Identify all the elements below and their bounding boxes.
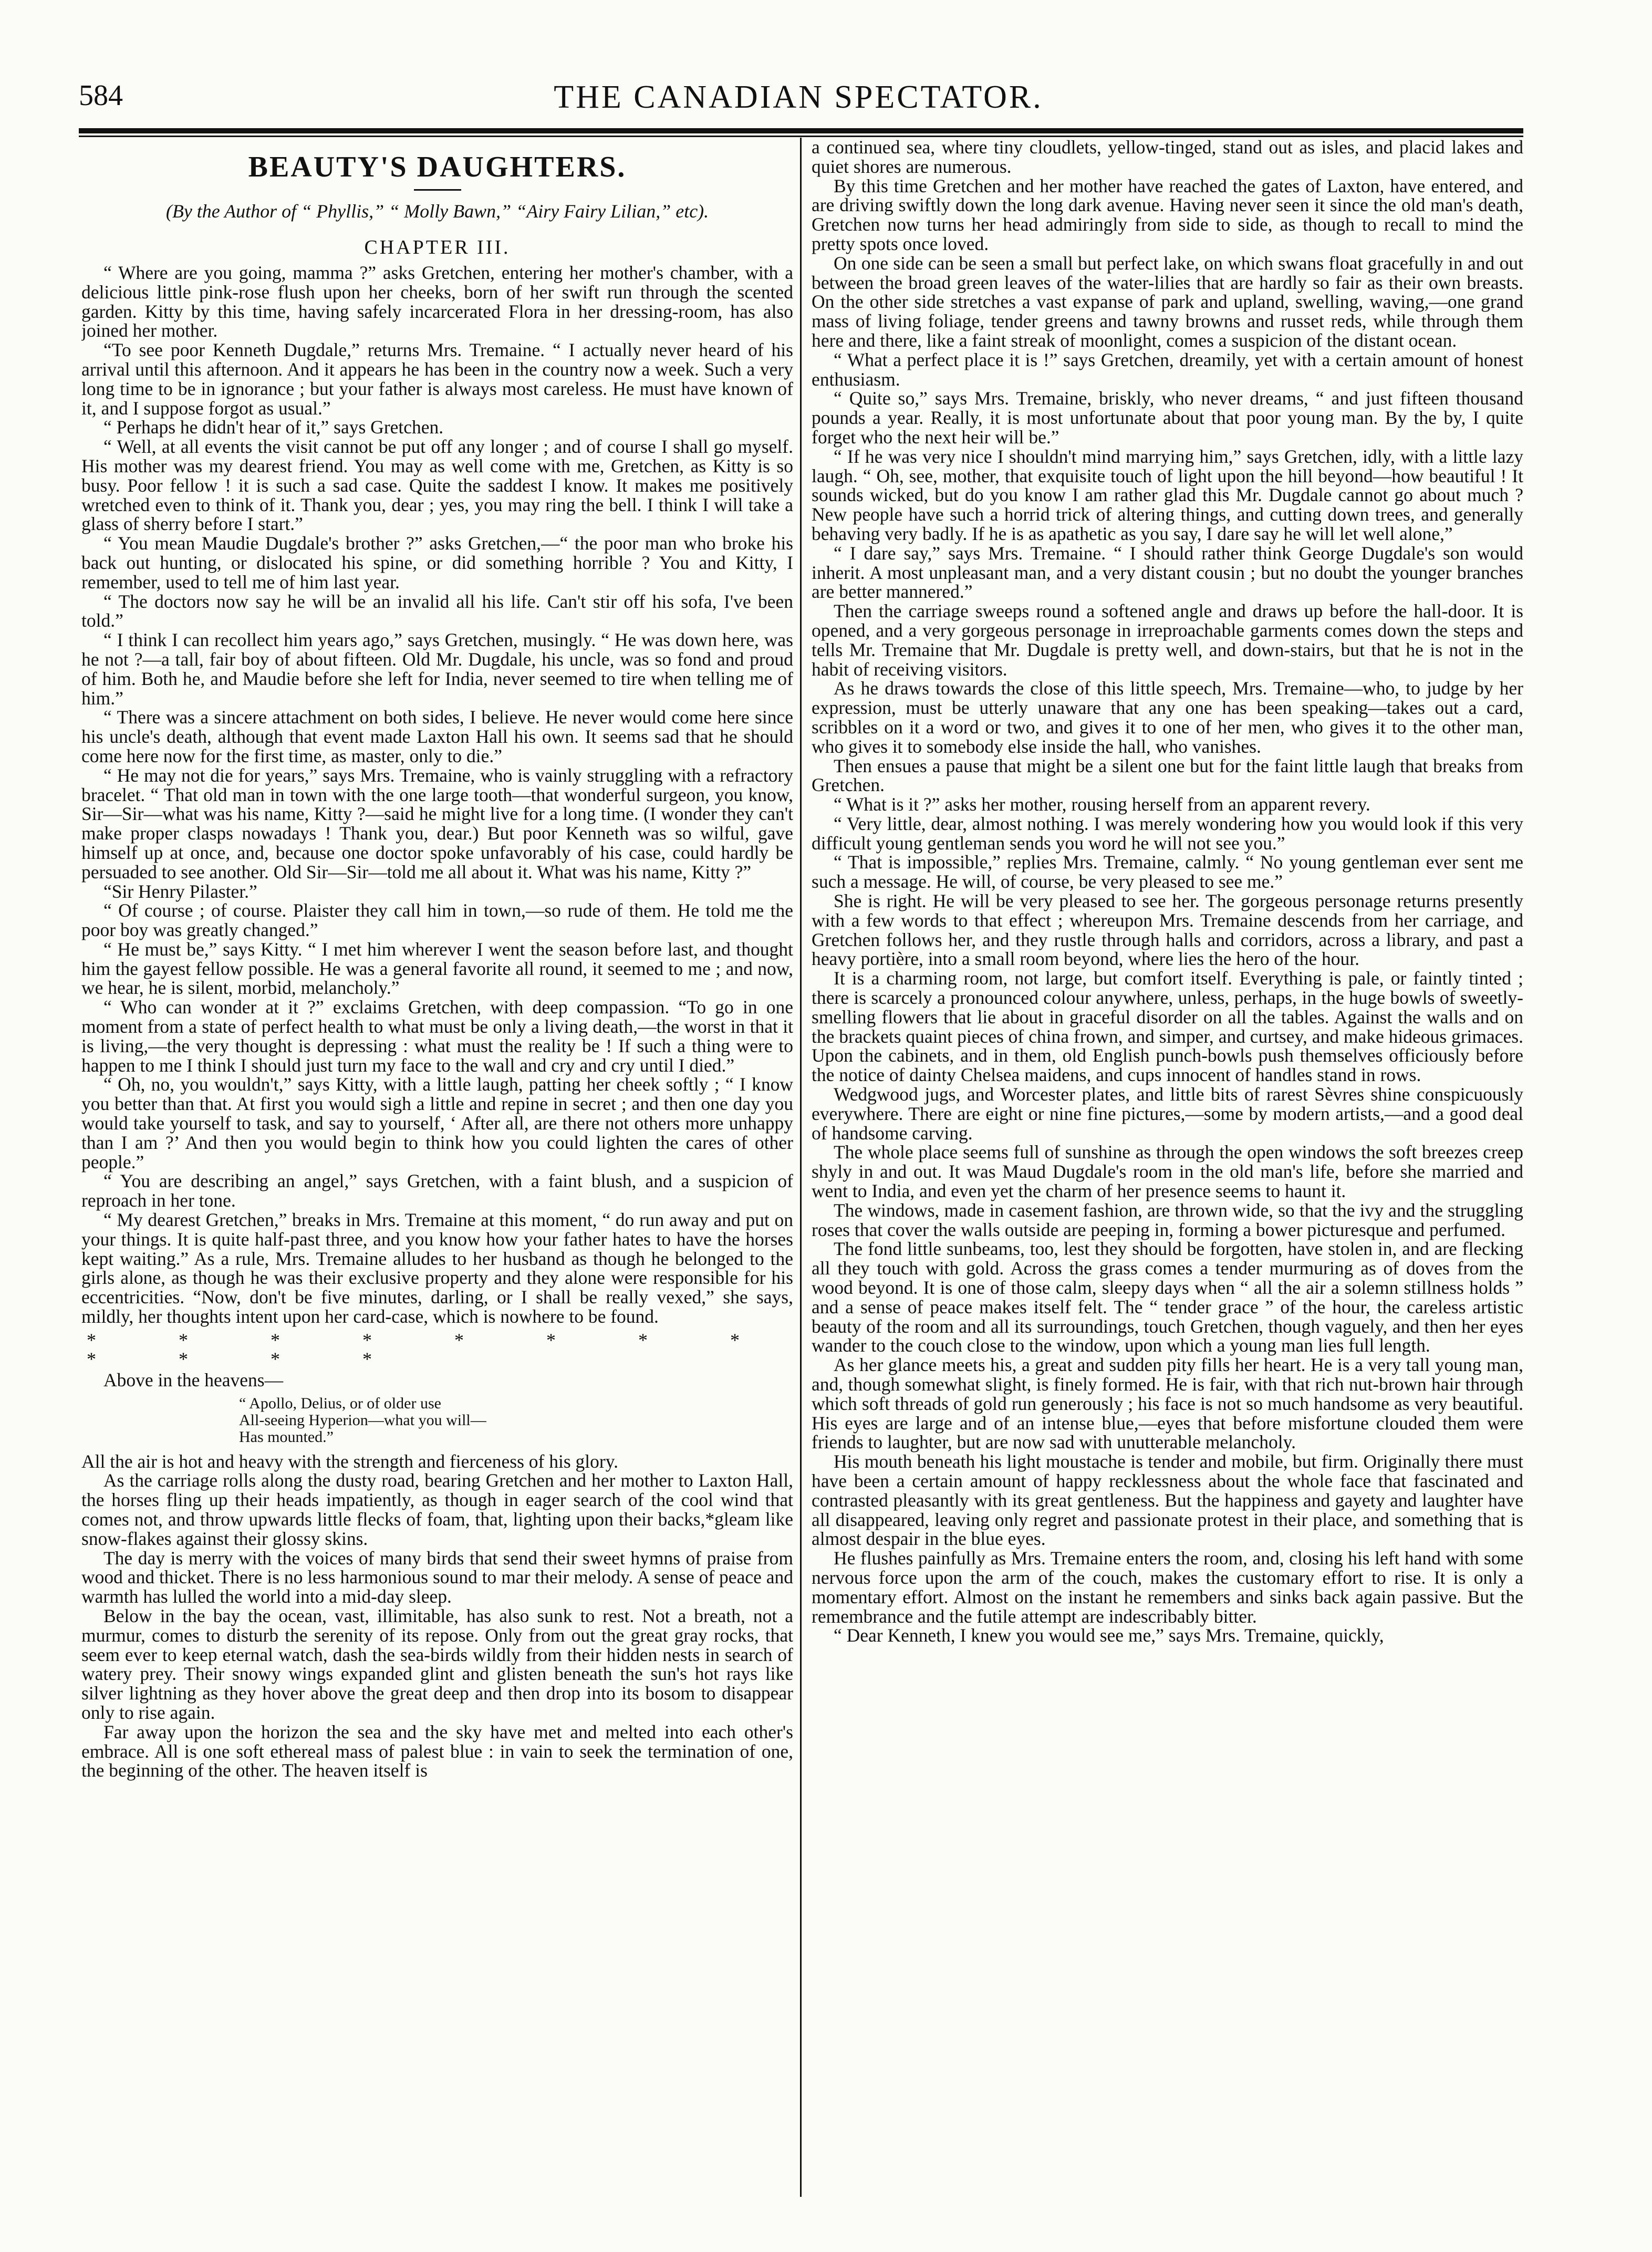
paragraph: The day is merry with the voices of many birds that send their sweet hymns of praise from wood and thicket. There is no less harmonious sound to mar their melody. A sense of peace and warmth has lulled the world into a mid-day sleep.	[81, 1547, 793, 1607]
column-divider	[800, 138, 802, 2197]
paragraph: “To see poor Kenneth Dugdale,” returns Mrs. Tremaine. “ I actually never heard of his arrival until this afternoon. And it appears he has been in the country now a week. Such a very long time to be in ignorance ; but your father is always most careless. He must have known of it, and I suppose forgot as usual.”	[81, 339, 793, 419]
paragraph: As her glance meets his, a great and sudden pity fills her heart. He is a very tall young man, and, though somewhat slight, is finely formed. He is fair, with that rich nut-brown hair through which soft threads of gold run generously ; his face is not so much handsome as very beautiful. His eyes are large and of an intense blue,—eyes that before misfortune clouded them were friends to laughter, but are now sad with unutterable melancholy.	[812, 1354, 1523, 1453]
paragraph: “ Oh, no, you wouldn't,” says Kitty, with a little laugh, patting her cheek softly ; “ I know you better than that. At first you would sigh a little and repine in secret ; and then one day you would take yourself to task, and say to yourself, ‘ After all, are there not others more unhappy than I am ?’ And then you would begin to think how you could lighten the cares of other people.”	[81, 1074, 793, 1172]
page-header	[79, 79, 1518, 126]
paragraph: “ Very little, dear, almost nothing. I was merely wondering how you would look if this very difficult young gentleman sends you word he will not see you.”	[812, 813, 1523, 854]
paragraph: “ The doctors now say he will be an invalid all his life. Can't stir off his sofa, I've been told.”	[81, 590, 793, 631]
paragraph: Then ensues a pause that might be a silent one but for the faint little laugh that breaks from Gretchen.	[812, 755, 1523, 796]
left-paragraphs-b	[81, 1452, 793, 1781]
paragraph: “ Quite so,” says Mrs. Tremaine, briskly, who never dreams, “ and just fifteen thousand pounds a year. Really, it is most unfortunate about that poor young man. By the by, I quite forget who the next heir will be.”	[812, 388, 1523, 448]
chapter-heading: CHAPTER III.	[364, 236, 511, 258]
paragraph: “ Perhaps he didn't hear of it,” says Gretchen.	[103, 417, 444, 438]
paragraph: By this time Gretchen and her mother have reached the gates of Laxton, have entered, and are driving swiftly down the long dark avenue. Having never seen it since the old man's death, Gretchen now turns her head admiringly from side to side, as though to recall to mind the pretty spots once loved.	[812, 175, 1523, 254]
paragraph: “ Where are you going, mamma ?” asks Gretchen, entering her mother's chamber, with a delicious little pink-rose flush upon her cheeks, born of her swift run through the scented garden. Kitty by this time, having safely incarcerated Flora in her dressing-room, has also joined her mother.	[81, 262, 793, 341]
paragraph: He flushes painfully as Mrs. Tremaine enters the room, and, closing his left hand with some nervous force upon the arm of the couch, makes the customary effort to rise. It is only a momentary effort. Almost on the instant he remembers and sinks back again passive. But the remembrance and the futile attempt are indescribably bitter.	[812, 1548, 1523, 1627]
paragraph: Then the carriage sweeps round a softened angle and draws up before the hall-door. It is opened, and a very gorgeous personage in irreproachable garments comes down the steps and tells Mr. Tremaine that Mr. Dugdale is pretty well, and down-stairs, but that he is not in the habit of receiving visitors.	[812, 600, 1523, 680]
verse-line: Has mounted.”	[239, 1428, 334, 1446]
paragraph: “ Dear Kenneth, I knew you would see me,” says Mrs. Tremaine, quickly,	[834, 1625, 1384, 1646]
paragraph: She is right. He will be very pleased to see her. The gorgeous personage returns presently with a few words to that effect ; whereupon Mrs. Tremaine descends from her carriage, and Gretchen follows her, and they rustle through halls and corridors, across a library, and past a heavy portière, into a small room beyond, where lies the hero of the hour.	[812, 890, 1523, 970]
right-paragraphs	[812, 138, 1523, 1645]
paragraph: “ He may not die for years,” says Mrs. Tremaine, who is vainly struggling with a refractory bracelet. “ That old man in town with the one large tooth—that wonderful surgeon, you know, Sir—Sir—what was his name, Kitty ?—said he might live for a long time. (I wonder they can't make proper clasps nowadays ! Thank you, dear.) But poor Kenneth was so wilful, gave himself up at once, and, because one doctor spoke unfavorably of his case, could hardly be persuaded to see another. Old Sir—Sir—told me all about it. What was his name, Kitty ?”	[81, 764, 793, 883]
paragraph: “ That is impossible,” replies Mrs. Tremaine, calmly. “ No young gentleman ever sent me such a message. He will, of course, be very pleased to see me.”	[812, 852, 1523, 893]
verse-line: “ Apollo, Delius, or of older use	[239, 1394, 441, 1412]
paragraph: The windows, made in casement fashion, are thrown wide, so that the ivy and the struggling roses that cover the walls outside are peeping in, forming a bower picturesque and perfumed.	[812, 1199, 1523, 1240]
paragraph: As he draws towards the close of this little speech, Mrs. Tremaine—who, to judge by her expression, must be utterly unaware that any one has been speaking—takes out a card, scribbles on it a word or two, and gives it to one of her men, who gives it to the other man, who gives it to somebody else inside the hall, who vanishes.	[812, 678, 1523, 757]
paragraph: “ Who can wonder at it ?” exclaims Gretchen, with deep compassion. “To go in one moment from a state of perfect health to what must be only a living death,—the worst in that it is living,—the very thought is depressing : what must the reality be ! If such a thing were to happen to me I think I should just turn my face to the wall and cry and cry until I died.”	[81, 997, 793, 1076]
paragraph: As the carriage rolls along the dusty road, bearing Gretchen and her mother to Laxton Hall, the horses fling up their heads impatiently, as though in eager search of the cool wind that comes not, and throw upwards little flecks of foam, that, lighting upon their backs,*gleam like snow-flakes against their glossy skins.	[81, 1470, 793, 1549]
paragraph: “ I dare say,” says Mrs. Tremaine. “ I should rather think George Dugdale's son would inherit. A most unpleasant man, and a very distant cousin ; but no doubt the younger branches are better mannered.”	[812, 542, 1523, 603]
masthead: THE CANADIAN SPECTATOR.	[554, 79, 1043, 115]
paragraph: “ You mean Maudie Dugdale's brother ?” asks Gretchen,—“ the poor man who broke his back out hunting, or dislocated his spine, or did something horrible ? You and Kitty, I remember, used to tell me of him last year.	[81, 533, 793, 593]
paragraph: The fond little sunbeams, too, lest they should be forgotten, have stolen in, and are flecking all they touch with gold. Across the grass comes a tender murmuring as of doves from the wood beyond. It is one of those calm, sleepy days when “ all the air a solemn stillness holds ” and a sense of peace makes itself felt. The “ tender grace ” of the hour, the careless artistic beauty of the room and all its surroundings, touch Gretchen, though vaguely, and then her eyes wander to the couch close to the window, upon which a young man lies full length.	[812, 1238, 1523, 1356]
verse-quote	[239, 1395, 793, 1446]
header-rule-thick	[79, 128, 1523, 133]
article-byline: (By the Author of “ Phyllis,” “ Molly Bawn,” “Airy Fairy Lilian,” etc).	[165, 201, 709, 222]
paragraph: “ He must be,” says Kitty. “ I met him wherever I went the season before last, and thought him the gayest fellow possible. He was a general favorite all round, it seemed to me ; and now, we hear, he is silent, morbid, melancholy.”	[81, 938, 793, 999]
paragraph: “ I think I can recollect him years ago,” says Gretchen, musingly. “ He was down here, was he not ?—a tall, fair boy of about fifteen. Old Mr. Dugdale, his uncle, was so fond and proud of him. Both he, and Maudie before she left for India, never seemed to tire when telling me of him.”	[81, 629, 793, 709]
heavens-intro: Above in the heavens—	[103, 1369, 284, 1390]
header-rule-thin	[79, 136, 1523, 137]
verse-line: All-seeing Hyperion—what you will—	[239, 1411, 486, 1429]
page-number: 584	[79, 79, 123, 112]
paragraph: “ Well, at all events the visit cannot be put off any longer ; and of course I shall go myself. His mother was my dearest friend. You may as well come with me, Gretchen, as Kitty is so busy. Poor fellow ! it is such a sad case. Quite the saddest I know. It makes me positively wretched even to think of it. Thank you, dear ; yes, you may ring the bell. I think I will take a glass of sherry before I start.”	[81, 436, 793, 535]
paragraph: “ You are describing an angel,” says Gretchen, with a faint blush, and a suspicion of reproach in her tone.	[81, 1170, 793, 1211]
paragraph: a continued sea, where tiny cloudlets, yellow-tinged, stand out as isles, and placid lakes and quiet shores are numerous.	[812, 138, 1523, 177]
article-title: BEAUTY'S DAUGHTERS.	[248, 151, 627, 183]
paragraph: The whole place seems full of sunshine as through the open windows the soft breezes creep shyly in and out. It was Maud Dugdale's room in the old man's life, before she married and went to India, and even yet the charm of her presence seems to haunt it.	[812, 1141, 1523, 1202]
paragraph: All the air is hot and heavy with the strength and fierceness of his glory.	[81, 1450, 619, 1472]
right-column	[812, 138, 1523, 2197]
paragraph: “ Of course ; of course. Plaister they call him in town,—so rude of them. He told me the poor boy was greatly changed.”	[81, 900, 793, 941]
paragraph: Below in the bay the ocean, vast, illimitable, has also sunk to rest. Not a breath, not a murmur, comes to disturb the serenity of its repose. Only from out the great gray rocks, that seem ever to keep eternal watch, dash the sea-birds wildly from their hidden nests in search of watery prey. Their snowy wings expanded glint and glisten beneath the sun's hot rays like silver lightning as they hover above the great deep and then drop into its bosom to disappear only to rise again.	[81, 1605, 793, 1723]
paragraph: Far away upon the horizon the sea and the sky have met and melted into each other's embrace. All is one soft ethereal mass of palest blue : in vain to seek the termination of one, the beginning of the other. The heaven itself is	[81, 1721, 793, 1781]
paragraph: “ There was a sincere attachment on both sides, I believe. He never would come here since his uncle's death, although that event made Laxton Hall his own. It seems sad that he should come here now for the first time, as master, only to die.”	[81, 707, 793, 766]
paragraph: “ My dearest Gretchen,” breaks in Mrs. Tremaine at this moment, “ do run away and put on your things. It is quite half-past three, and you know how your father hates to have the horses kept waiting.” As a rule, Mrs. Tremaine alludes to her husband as though he belonged to the girls alone, as though he was their exclusive property and they alone were responsible for his eccentricities. “Now, don't be five minutes, darling, or I shall be really vexed,” she says, mildly, her thoughts intent upon her card-case, which is nowhere to be found.	[81, 1209, 793, 1327]
paragraph: His mouth beneath his light moustache is tender and mobile, but firm. Originally there must have been a certain amount of happy recklessness about the whole face that fascinated and contrasted pleasantly with its great gentleness. But the happiness and gayety and laughter have all disappeared, leaving only regret and passionate protest in their place, and something that is almost despair in the blue eyes.	[812, 1451, 1523, 1550]
paragraph: “ What is it ?” asks her mother, rousing herself from an apparent revery.	[834, 794, 1370, 815]
left-column	[81, 138, 793, 2197]
section-break-stars: * * * * * * * * * * * *	[87, 1329, 778, 1369]
paragraph: On one side can be seen a small but perfect lake, on which swans float gracefully in and out between the broad green leaves of the water-lilies that are hardly so fair as their own breasts. On the other side stretches a vast expanse of park and upland, swelling, waving,—one grand mass of living foliage, tender greens and tawny browns and russet reds, while through them here and there, like a faint streak of moonlight, comes a suspicion of the distant ocean.	[812, 252, 1523, 351]
title-rule	[414, 189, 461, 191]
paragraph: “ If he was very nice I shouldn't mind marrying him,” says Gretchen, idly, with a little lazy laugh. “ Oh, see, mother, that exquisite touch of light upon the hill beyond—how beautiful ! It sounds wicked, but do you know I am rather glad this Mr. Dugdale cannot go about much ? New people have such a horrid trick of altering things, and cutting down trees, and generally behaving very badly. If he is as apathetic as you say, I dare say he will let well alone,”	[812, 445, 1523, 544]
paragraph: Wedgwood jugs, and Worcester plates, and little bits of rarest Sèvres shine conspicuously everywhere. There are eight or nine fine pictures,—some by modern artists,—and a good deal of handsome carving.	[812, 1084, 1523, 1144]
left-paragraphs-a	[81, 263, 793, 1326]
paragraph: It is a charming room, not large, but comfort itself. Everything is pale, or faintly tinted ; there is scarcely a pronounced colour anywhere, unless, perhaps, in the huge bowls of sweetly-smelling flowers that lie about in graceful disorder on all the tables. Against the walls and on the brackets quaint pieces of china frown, and simper, and curtsey, and make hideous grimaces. Upon the cabinets, and in them, old English punch-bowls push themselves officiously before the notice of dainty Chelsea maidens, and cups innocent of handles stand in rows.	[812, 968, 1523, 1086]
paragraph: “ What a perfect place it is !” says Gretchen, dreamily, yet with a certain amount of honest enthusiasm.	[812, 349, 1523, 390]
paragraph: “Sir Henry Pilaster.”	[103, 880, 257, 902]
